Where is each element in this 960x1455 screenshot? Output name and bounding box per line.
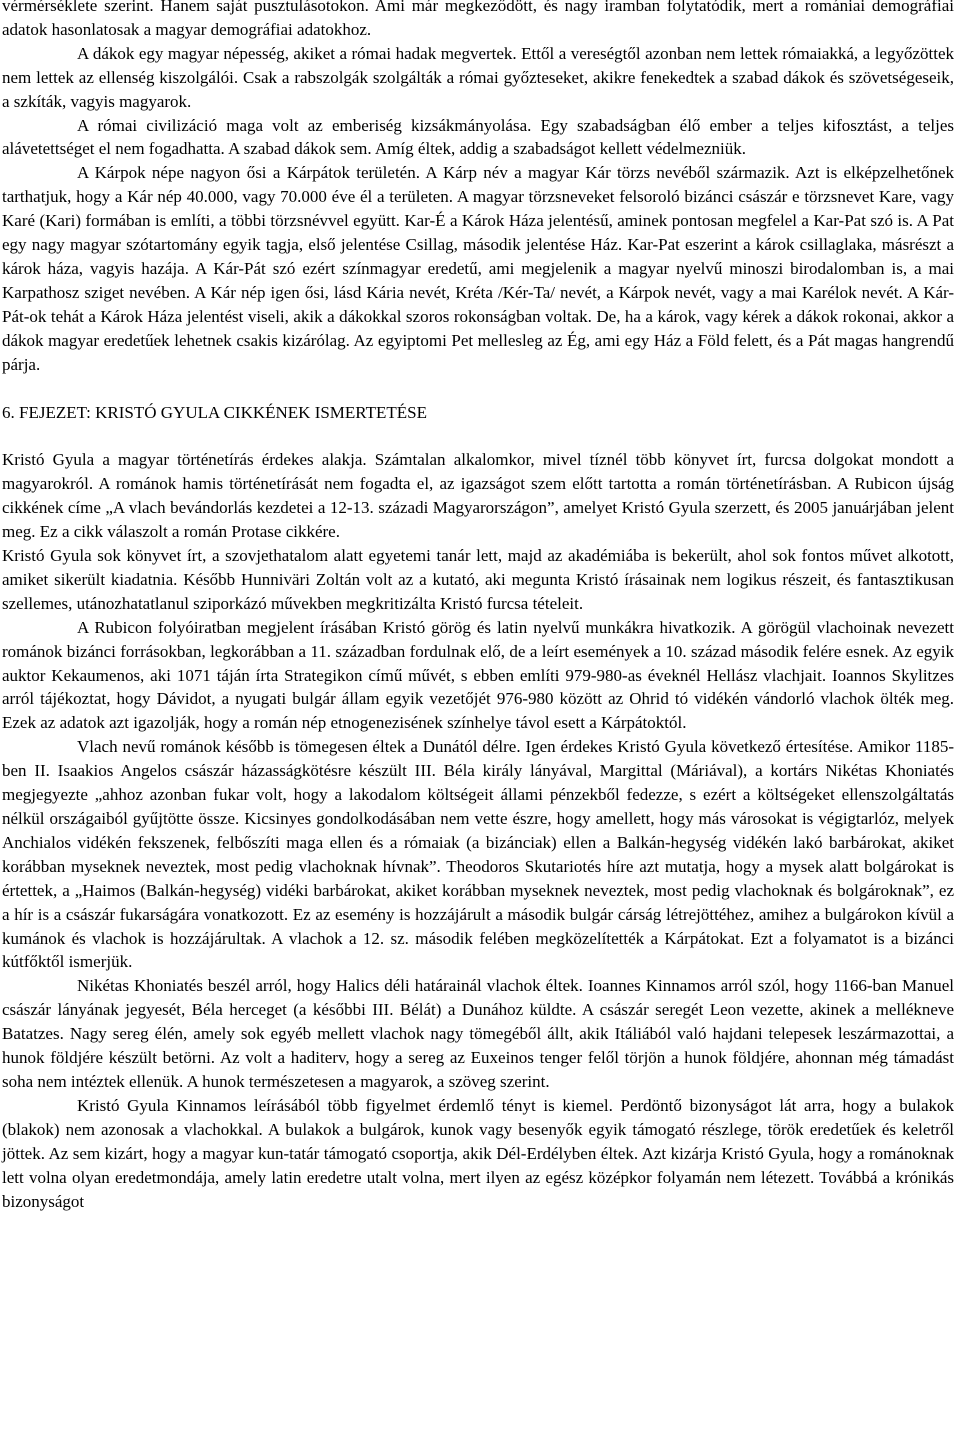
paragraph-9: Nikétas Khoniatés beszél arról, hogy Halics déli határainál vlachok éltek. Ioannes Kinnamos arról szól, hogy 1166-ban Manuel császár lányának jegyesét, Béla herceget (a későbbi III. Bélát) a Dunához küldte. A császár seregét Leon vezette, akinek a mellékneve Batatzes. Nagy sereg élén, amely sok egyéb mellett vlachok nagy tömegéből állt, akik Itáliából való hajdani telepesek leszármazottai, a hunok földjére készült betörni. Az volt a haditerv, hogy a sereg az Euxeinos tenger felől törjön a hunok földjére, ahonnan még támadást soha nem intéztek ellenük. A hunok természetesen a magyarok, a szöveg szerint. (2, 976, 954, 1091)
paragraph-6: Kristó Gyula sok könyvet írt, a szovjethatalom alatt egyetemi tanár lett, majd az akadémiába is bekerült, ahol sok fontos művet alkotott, amiket sikerült kiadatnia. Később Hunniväri Zoltán volt az a kutató, aki megunta Kristó írásainak nem logikus részeit, és fantasztikusan szellemes, utánozhatatlanul sziporkázó művekben megkritizálta Kristó furcsa tételeit. (2, 546, 954, 613)
chapter-heading: 6. FEJEZET: KRISTÓ GYULA CIKKÉNEK ISMERTETÉSE (2, 402, 427, 422)
paragraph-8: Vlach nevű románok később is tömegesen éltek a Dunától délre. Igen érdekes Kristó Gyula következő értesítése. Amikor 1185-ben II. Isaakios Angelos császár házasságkötésre készült III. Béla király lányával, Margittal (Máriával), a kortárs Nikétas Khoniatés megjegyezte „ahhoz azonban fukar volt, hogy a lakodalom költségeit állami pénzekből fedezze, s ezért a költségeket ellenszolgáltatás nélkül országaiból gyűjtötte össze. Kicsinyes gondolkodásában nem vette észre, hogy amellett, hogy más városokat is végigtarlóz, melyek Anchialos vidékén fekszenek, felbőszíti maga ellen és a rómaiak (a bizánciak) ellen a Balkán-hegység vidékén lakó barbárokat, akiket korábban myseknek neveztek, most pedig vlachoknak hívnak”. Theodoros Skutariotés híre azt mutatja, hogy a mysek alatt bolgárokat is értettek, a „Haimos (Balkán-hegység) vidéki barbárokat, akiket korábban myseknek neveztek, most pedig vlachoknak és bolgároknak”, ez a hír is a császár fukarságára vonatkozott. Ez az esemény is hozzájárult a második bulgár cárság létrejöttéhez, amihez a bulgárokon kívül a kumánok és vlachok is hozzájárultak. A vlachok a 12. sz. második felében megközelítették a Kárpátokat. Ezt a folyamatot is a bizánci kútfőktől ismerjük. (2, 737, 954, 972)
paragraph-5: Kristó Gyula a magyar történetírás érdekes alakja. Számtalan alkalomkor, mivel tíznél több könyvet írt, furcsa dolgokat mondott a magyarokról. A románok hamis történetírását nem fogadta el, az igazságot szem előtt tartotta a román történetírásban. A Rubicon újság cikkének címe „A vlach bevándorlás kezdetei a 12-13. századi Magyarországon”, amelyet Kristó Gyula szerzett, és 2005 januárjában jelent meg. Ez a cikk válaszolt a román Protase cikkére. (2, 450, 954, 542)
paragraph-3: A római civilizáció maga volt az emberiség kizsákmányolása. Egy szabadságban élő ember a teljes kifosztást, a teljes alávetettséget el nem fogadhatta. A szabad dákok sem. Amíg éltek, addig a szabadságot kellett védelmezniük. (2, 115, 954, 159)
paragraph-4: A Kárpok népe nagyon ősi a Kárpátok területén. A Kárp név a magyar Kár törzs nevéből származik. Azt is elképzelhetőnek tarthatjuk, hogy a Kár nép 40.000, vagy 70.000 éve él a területen. A magyar törzsneveket felsoroló bizánci császár e törzsnevet Kare, vagy Karé (Kari) formában is említi, a többi törzsnévvel együtt. Kar-É a Károk Háza jelentésű, aminek pontosan megfelel a Kar-Pat szó is. A Pat egy nagy magyar szótartomány egyik tagja, első jelentése Csillag, második jelentése Ház. Kar-Pat eszerint a károk csillaglaka, másrészt a károk háza, vagyis hazája. A Kár-Pát szó ezért színmagyar eredetű, ami megjelenik a magyar nyelvű minoszi birodalomban is, a mai Karpathosz sziget nevében. A Kár nép igen ősi, lásd Kária nevét, Kréta /Kér-Ta/ nevét, a Kárpok nevét, vagy a mai Karélok nevét. A Kár-Pát-ok tehát a Károk Háza jelentést viseli, akik a dákokkal szoros rokonságban voltak. De, ha a károk, vagy kérek a dákok rokonai, akkor a dákok magyar eredetűek lehetnek csakis kizárólag. Az egyiptomi Pet mellesleg az Ég, ami egy Ház a Föld felett, és a Pát magas hangrendű párja. (2, 163, 954, 374)
paragraph-10: Kristó Gyula Kinnamos leírásából több figyelmet érdemlő tényt is kiemel. Perdöntő bizonyságot lát arra, hogy a bulakok (blakok) nem azonosak a vlachokkal. A bulakok a bulgárok, kunok vagy besenyők egyik támogató részlege, török eredetűek és keletről jöttek. Az sem kizárt, hogy a magyar kun-tatár támogató csoportja, akik Dél-Erdélyben éltek. Azt kizárja Kristó Gyula, hogy a románoknak lett volna olyan eredetmondája, amely latin eredetre utalt volna, mert ilyen az egész középkor folyamán nem létezett. Továbbá a krónikás bizonyságot (2, 1095, 954, 1211)
paragraph-7: A Rubicon folyóiratban megjelent írásában Kristó görög és latin nyelvű munkákra hivatkozik. A görögül vlachoinak nevezett románok bizánci forrásokban, legkorábban a 11. században fordulnak elő, de a leírt események a 10. század második felére esnek. Az egyik auktor Kekaumenos, aki 1071 táján írta Strategikon című művét, s ebben említi 979-980-as éveknél Hellász vlachjait. Ioannos Skylitzes arról tájékoztat, hogy Dávidot, a nyugati bulgár állam egyik vezetőjét 976-980 között az Ohrid tó vidékén vándorló vlachok ölték meg. Ezek az adatok azt igazolják, hogy a román nép etnogenezisének színhelye távol esett a Kárpátoktól. (2, 617, 954, 733)
paragraph-1: vérmérséklete szerint. Hanem saját pusztulásotokon. Ami már megkeződött, és nagy iramban folytatódik, mert a romániai demográfiai adatok hasonlatosak a magyar demográfiai adatokhoz. (2, 0, 954, 39)
paragraph-2: A dákok egy magyar népesség, akiket a római hadak megvertek. Ettől a vereségtől azonban nem lettek rómaiakká, a legyőzöttek nem lettek az ellenség kiszolgálói. Csak a rabszolgák szolgálták a római győzteseket, akikre fenekedtek a szabad dákok és szövetségeseik, a szkíták, vagyis magyarok. (2, 43, 954, 111)
